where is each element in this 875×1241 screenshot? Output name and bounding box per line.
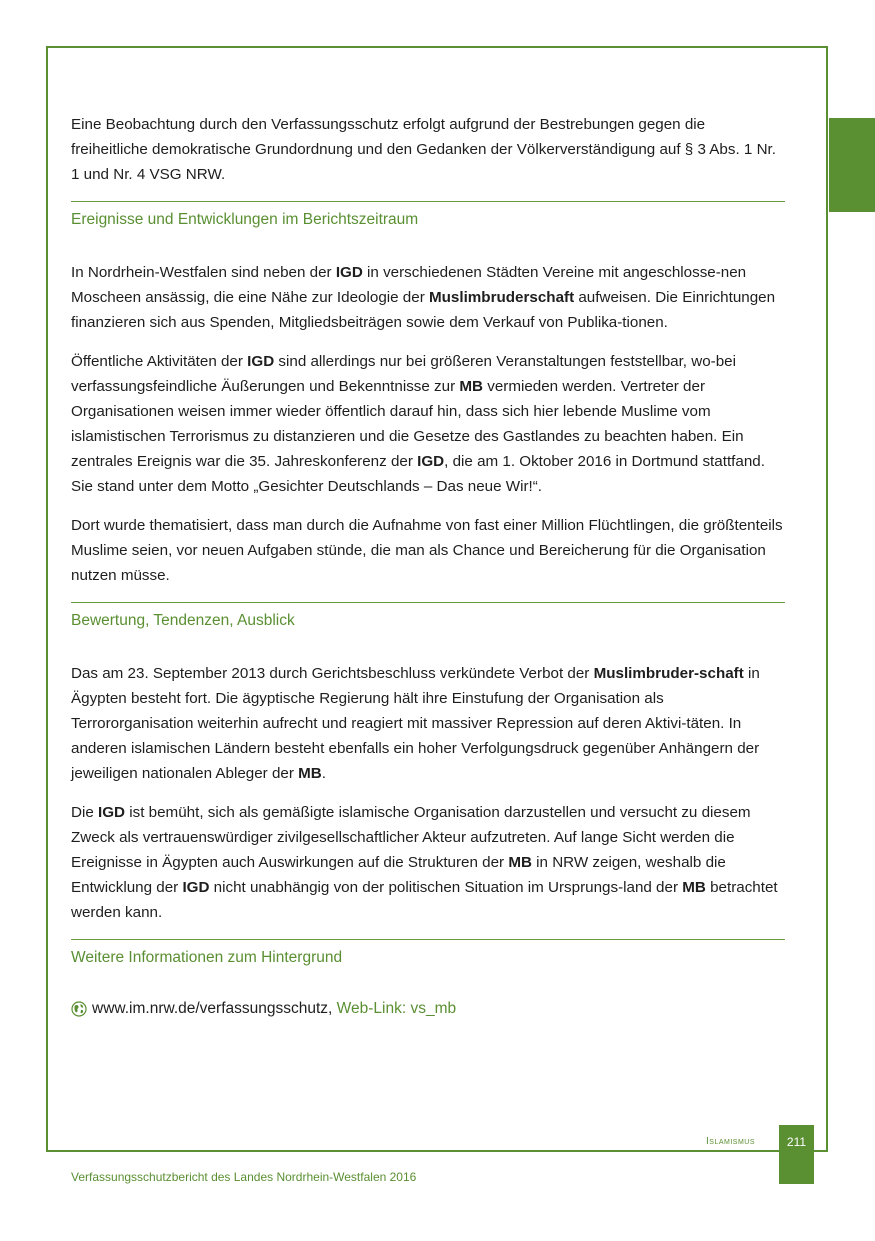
section-heading-events: Ereignisse und Entwicklungen im Berichtszeitraum [71,211,419,228]
chapter-side-tab [829,118,875,212]
assessment-paragraph-1: Das am 23. September 2013 durch Gerichtsbeschluss verkündete Verbot der Muslimbruder-schaft in Ägypten besteht fort. Die ägyptische Regierung hält ihre Einstufung der Organisation als Terrororganisation weiterhin aufrecht und reagiert mit massiver Repression auf deren Aktivi-täten. In anderen islamischen Ländern besteht ebenfalls ein hoher Verfolgungsdruck gegenüber Anhängern der jeweiligen nationalen Ableger der MB. [71,665,760,782]
events-paragraph-3: Dort wurde thematisiert, dass man durch die Aufnahme von fast einer Million Flüchtlingen, die größtenteils Muslime seien, vor neuen Aufgaben stünde, die man als Chance und Bereicherung für die Organisation nutzen müsse. [71,517,783,584]
intro-paragraph: Eine Beobachtung durch den Verfassungsschutz erfolgt aufgrund der Bestrebungen gegen die freiheitliche demokratische Grundordnung und den Gedanken der Völkerverständigung auf § 3 Abs. 1 Nr. 1 und Nr. 4 VSG NRW. [71,116,776,183]
globe-icon [71,1001,87,1017]
page-number: 211 [779,1125,814,1184]
events-paragraph-1: In Nordrhein-Westfalen sind neben der IGD in verschiedenen Städten Vereine mit angeschlosse-nen Moscheen ansässig, die eine Nähe zur Ideologie der Muslimbruderschaft aufweisen. Die Einrichtungen finanzieren sich aus Spenden, Mitgliedsbeiträgen sowie dem Verkauf von Publika-tionen. [71,264,776,331]
main-content [71,112,785,1020]
section-heading-assessment: Bewertung, Tendenzen, Ausblick [71,612,295,629]
info-link-line [71,998,785,1020]
web-link-code[interactable]: Web-Link: vs_mb [336,1000,457,1017]
footer-section-label: Islamismus [706,1136,756,1147]
footer-publication-title: Verfassungsschutzbericht des Landes Nordrhein-Westfalen 2016 [71,1170,417,1184]
events-paragraph-2: Öffentliche Aktivitäten der IGD sind allerdings nur bei größeren Veranstaltungen feststellbar, wo-bei verfassungsfeindliche Äußerungen und Bekenntnisse zur MB vermieden werden. Vertreter der Organisationen weisen immer wieder öffentlich darauf hin, dass sich hier lebende Muslime vom islamistischen Terrorismus zu distanzieren und die Gesetze des Gastlandes zu beachten haben. Ein zentrales Ereignis war die 35. Jahreskonferenz der IGD, die am 1. Oktober 2016 in Dortmund stattfand. Sie stand unter dem Motto „Gesichter Deutschlands – Das neue Wir!“. [71,353,765,495]
info-url-link[interactable]: www.im.nrw.de/verfassungsschutz, [92,1000,333,1017]
assessment-paragraph-2: Die IGD ist bemüht, sich als gemäßigte islamische Organisation darzustellen und versucht zu diesem Zweck als vertrauenswürdiger zivilgesellschaftlicher Akteur aufzutreten. Auf lange Sicht werden die Ereignisse in Ägypten auch Auswirkungen auf die Strukturen der MB in NRW zeigen, weshalb die Entwicklung der IGD nicht unabhängig von der politischen Situation im Ursprungs-land der MB betrachtet werden kann. [71,804,778,921]
section-heading-more-info: Weitere Informationen zum Hintergrund [71,949,343,966]
